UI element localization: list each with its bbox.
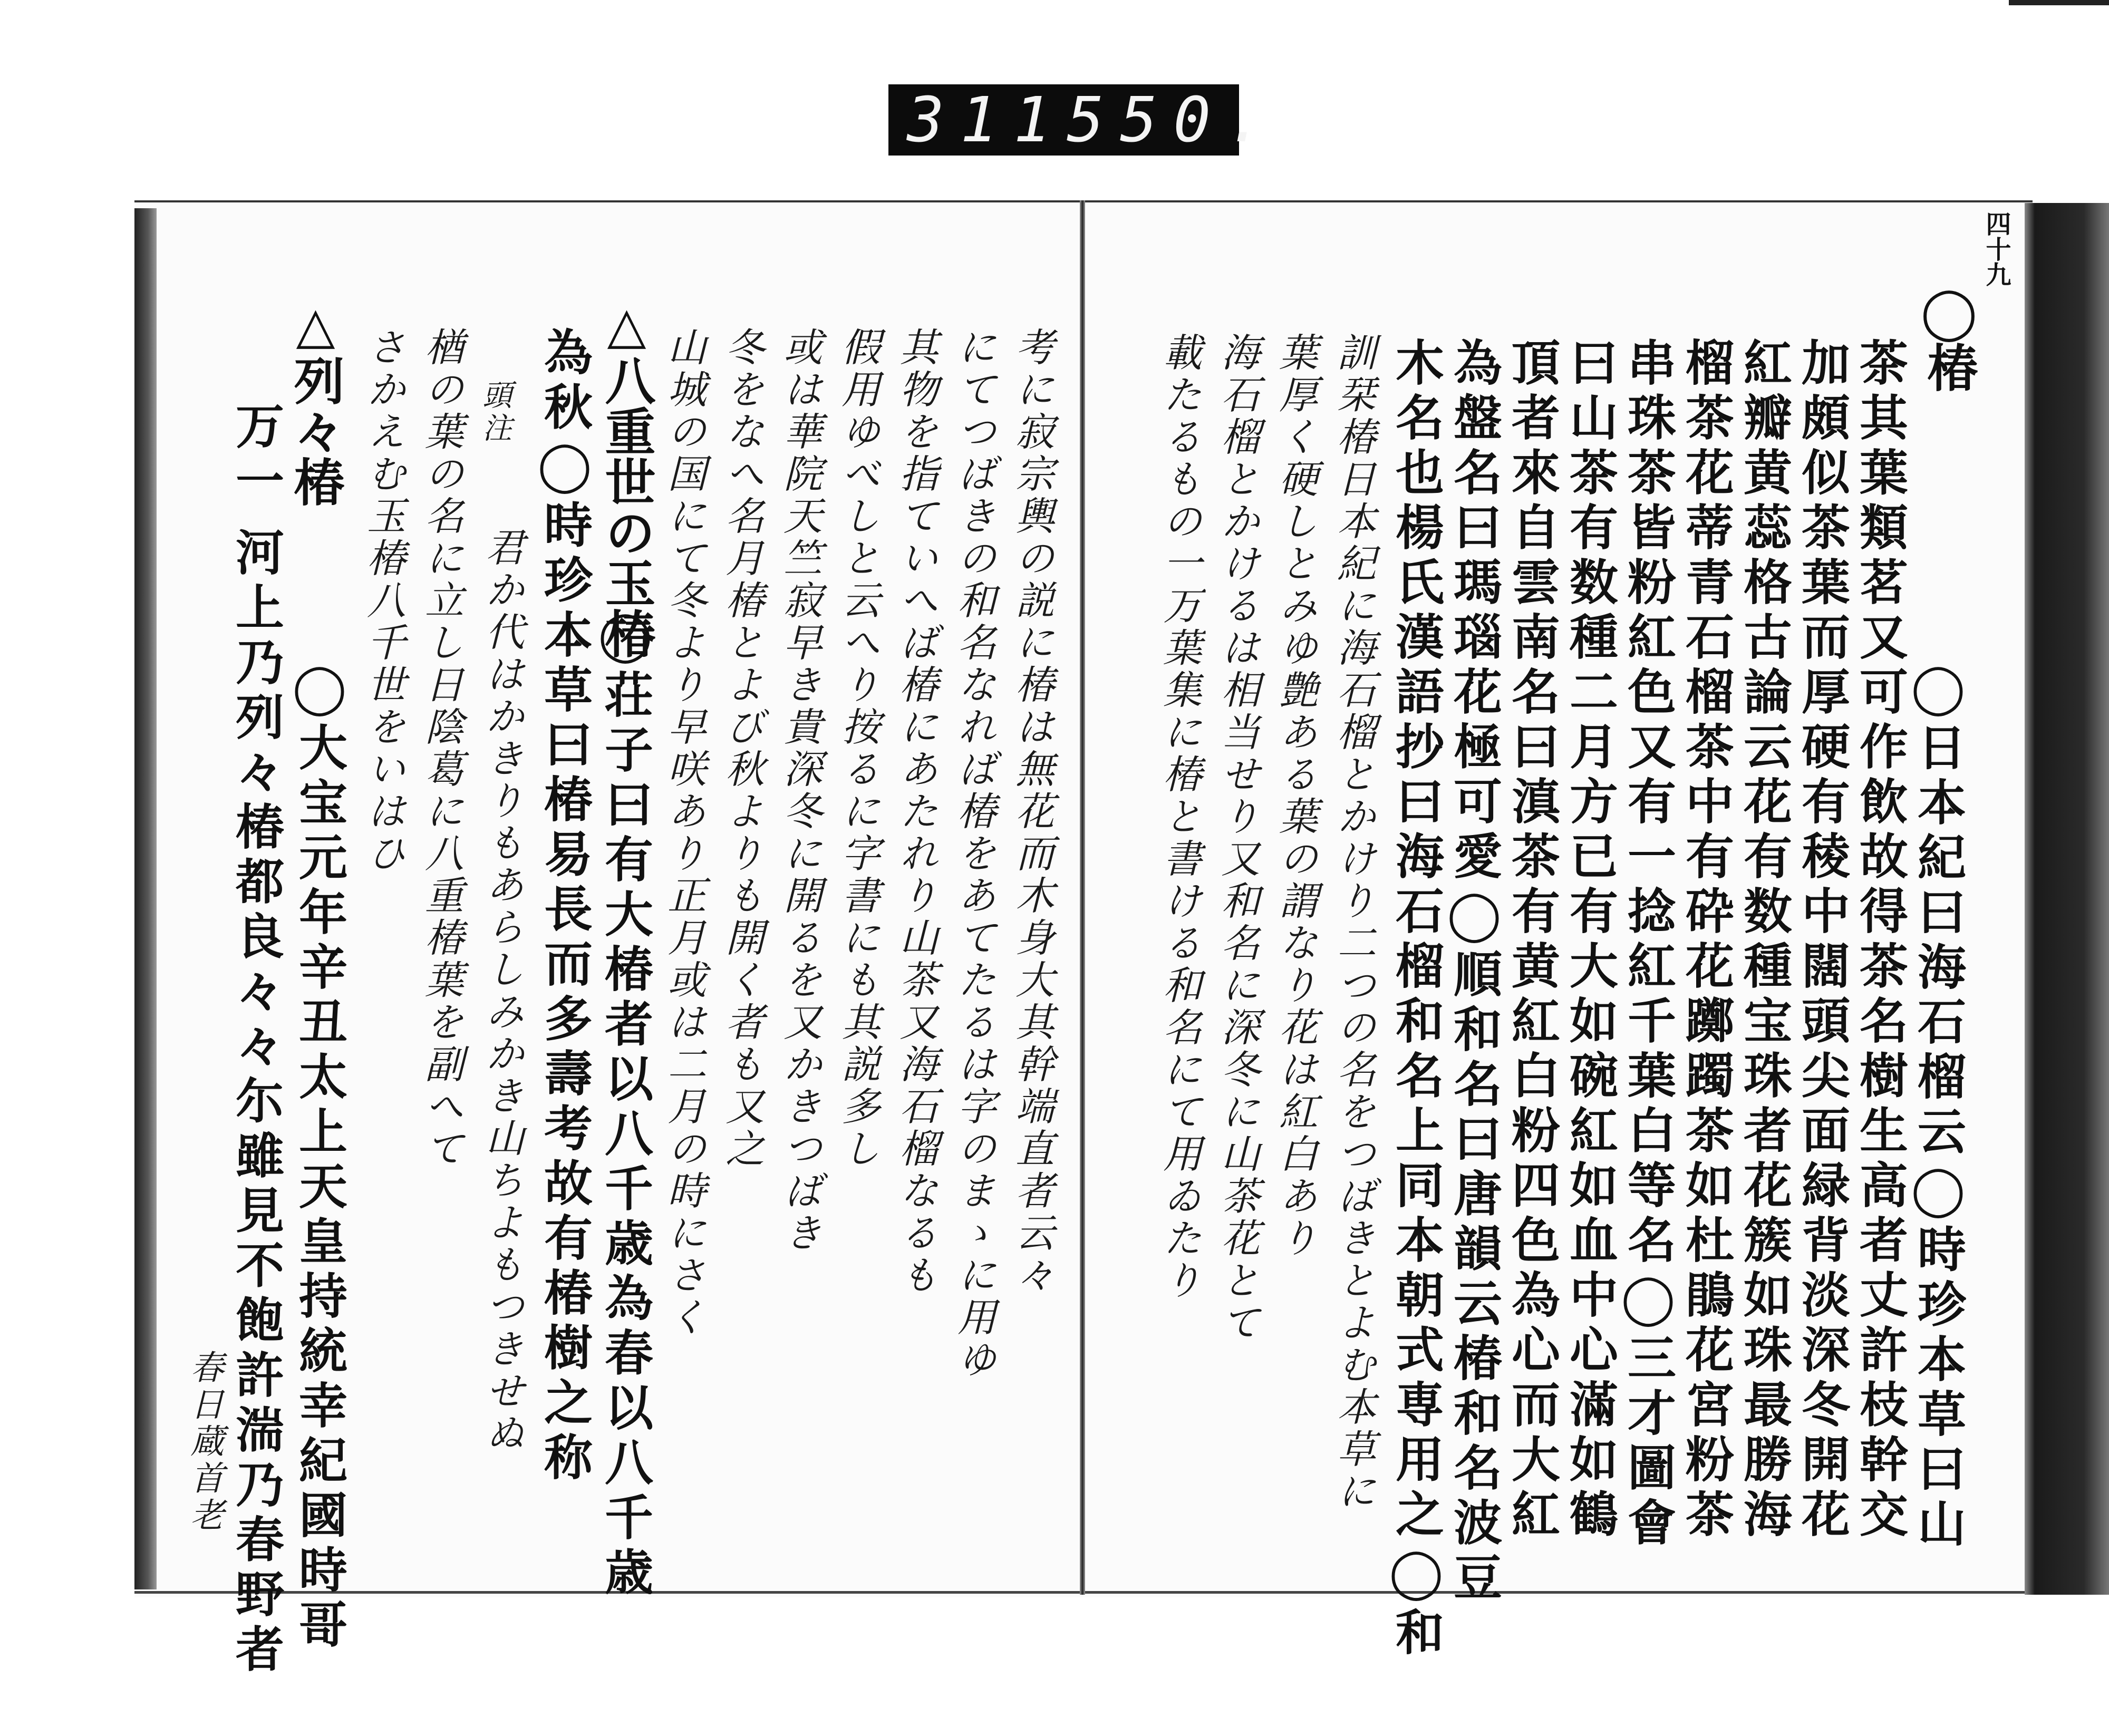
label-frame-number: 550. xyxy=(1067,83,1280,156)
left-col-5: 或は華院天竺寂早き貴深冬に開るを又かきつばき xyxy=(777,327,823,1255)
right-col-4: 紅瓣黄蕊格古論云花有数種宝珠者花簇如珠最勝海 xyxy=(1736,337,1793,1544)
right-col-7: 曰山茶有数種二月方已有大如碗紅如血中心滿如鶴 xyxy=(1562,337,1619,1544)
right-col-2: 茶其葉類茗又可作飲故得茶名樹生高者丈許枝幹交 xyxy=(1852,337,1909,1544)
left-col-7: 山城の国にて冬より早咲あり正月或は二月の時にさく xyxy=(661,327,707,1339)
left-col-13: 楢の葉の名に立し日陰葛に八重椿葉を副へて xyxy=(419,327,464,1170)
right-col-14: 載たるもの一万葉集に椿と書ける和名にて用ゐたり xyxy=(1157,332,1202,1302)
right-col-3: 加頗似茶葉而厚硬有稜中闊頭尖面緑背淡深冬開花 xyxy=(1794,337,1851,1544)
left-col-1: 考に寂宗輿の説に椿は無花而木身大其幹端直者云々 xyxy=(1009,327,1054,1297)
left-col-9: 為秋◯時珍本草曰椿易長而多壽考故有椿樹之称 xyxy=(536,327,593,1487)
left-manyo-ref: 万一 xyxy=(228,401,285,510)
left-col-12: 君か代はかきりもあらしみかき山ちよもつきせぬ xyxy=(479,527,525,1455)
left-col-4: 假用ゆべしと云へり按るに字書にも其説多し xyxy=(835,327,881,1170)
microfilm-label xyxy=(888,83,1280,156)
right-col-5: 榴茶花蒂青石榴茶中有砕花躑躅茶如杜鵑花宮粉茶 xyxy=(1678,337,1735,1544)
left-author: 春日蔵首老 xyxy=(185,1350,224,1534)
right-col-8: 頂者來自雲南名曰滇茶有黄紅白粉四色為心而大紅 xyxy=(1504,337,1561,1544)
center-gutter xyxy=(1080,200,1085,1595)
left-col-10: ◯荘子曰有大椿者以八千歳為春以八千歳 xyxy=(597,606,654,1602)
left-col-6: 冬をなへ名月椿とよび秋よりも開く者も又之 xyxy=(719,327,765,1170)
left-col-3: 其物を指ていへば椿にあたれり山茶又海石榴なるも xyxy=(893,327,939,1297)
left-col-14: さかえむ玉椿八千世をいはひ xyxy=(361,327,406,875)
left-col-15: ◯大宝元年辛丑太上天皇持統幸紀國時哥 xyxy=(291,659,348,1654)
left-col-17: 河上乃列々椿都良々々尓雖見不飽許湍乃春野者 xyxy=(228,527,285,1679)
left-subheading-tsuratsura: △列々椿 xyxy=(286,295,345,507)
left-col-2: にてつばきの和名なれば椿をあてたるは字のまゝに用ゆ xyxy=(951,327,997,1381)
right-col-6: 串珠茶皆粉紅色又有一捻紅千葉白等名◯三才圖會 xyxy=(1620,337,1677,1552)
right-col-11: 訓栞椿日本紀に海石榴とかけり二つの名をつばきとよむ本草に xyxy=(1331,332,1376,1513)
entry-heading: ◯椿 xyxy=(1919,282,1979,392)
left-headnote: 頭注 xyxy=(478,380,512,445)
right-col-9: 為盤名曰瑪瑙花極可愛◯順和名曰唐韻云椿和名波豆 xyxy=(1446,337,1503,1607)
right-binding xyxy=(2025,203,2109,1595)
right-col-10: 木名也楊氏漢語抄曰海石榴和名上同本朝式専用之◯和 xyxy=(1388,337,1445,1662)
film-edge-mark xyxy=(2009,0,2109,5)
left-subheading-yae: △八重世の玉椿 xyxy=(597,295,656,658)
folio-number: 四十九 xyxy=(1981,211,2011,287)
label-reel-number: 311 xyxy=(907,83,1067,156)
left-binding xyxy=(134,208,157,1589)
right-col-1: ◯日本紀曰海石榴云◯時珍本草曰山 xyxy=(1910,659,1967,1553)
right-col-12: 葉厚く硬しとみゆ艶ある葉の謂なり花は紅白あり xyxy=(1273,332,1318,1260)
right-col-13: 海石榴とかけるは相当せり又和名に深冬に山茶花とて xyxy=(1215,332,1260,1344)
